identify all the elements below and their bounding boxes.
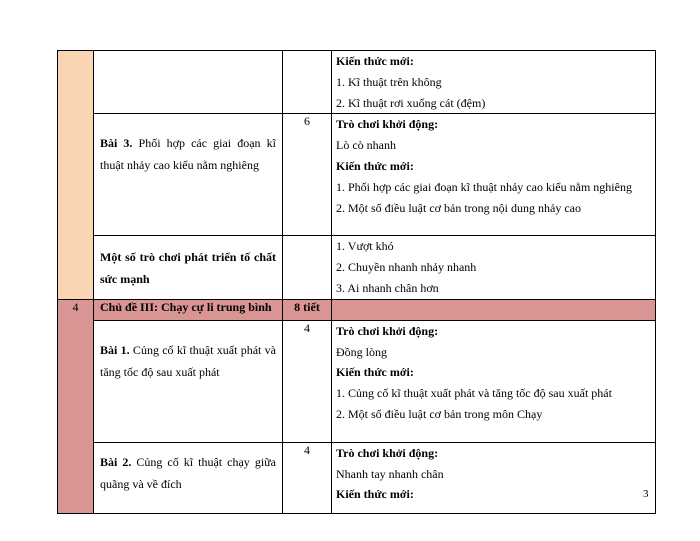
content-heading: Kiến thức mới: bbox=[336, 487, 414, 502]
lesson-cell: Một số trò chơi phát triển tố chất sức mạnh bbox=[94, 236, 283, 299]
lesson-cell bbox=[94, 51, 283, 114]
table-row bbox=[58, 236, 656, 299]
lesson-label: Bài 3. bbox=[100, 136, 133, 151]
table-row bbox=[58, 51, 656, 114]
content-line: Lò cò nhanh bbox=[336, 138, 396, 153]
content-heading: Kiến thức mới: bbox=[336, 158, 414, 173]
topic-row bbox=[58, 299, 656, 320]
table-row bbox=[58, 114, 656, 236]
hours-cell bbox=[283, 236, 332, 299]
hours-cell bbox=[283, 51, 332, 114]
content-cell bbox=[332, 114, 656, 236]
topic-number-cell bbox=[58, 51, 94, 300]
lesson-cell bbox=[94, 320, 283, 442]
lesson-title: Củng cố kĩ thuật xuất phát và tăng tốc độ sau xuất phát bbox=[100, 342, 276, 379]
topic-content-cell bbox=[332, 299, 656, 320]
hours-cell: 4 bbox=[283, 442, 332, 513]
content-heading: Kiến thức mới: bbox=[336, 365, 414, 380]
topic-title: Chủ đề III: Chạy cự li trung bình bbox=[94, 299, 283, 320]
lesson-plan-table bbox=[57, 50, 656, 514]
page-number: 3 bbox=[643, 488, 649, 500]
content-cell bbox=[332, 51, 656, 114]
lesson-label: Bài 2. bbox=[100, 454, 132, 469]
content-cell bbox=[332, 236, 656, 299]
table-row bbox=[58, 320, 656, 442]
content-cell bbox=[332, 442, 656, 513]
table-row bbox=[58, 442, 656, 513]
topic-number-cell: 4 bbox=[58, 299, 94, 513]
content-line: 1. Kĩ thuật trên không bbox=[336, 74, 442, 89]
lesson-title: Củng cố kĩ thuật chạy giữa quãng và về đích bbox=[100, 454, 276, 491]
lesson-cell bbox=[94, 442, 283, 513]
content-heading: Trò chơi khởi động: bbox=[336, 323, 439, 338]
content-heading: Trò chơi khởi động: bbox=[336, 117, 439, 132]
content-line: 2. Một số điều luật cơ bản trong môn Chạy bbox=[336, 406, 543, 421]
lesson-title: Phối hợp các giai đoạn kĩ thuật nhảy cao kiểu nằm nghiêng bbox=[100, 136, 276, 173]
content-line: Đồng lòng bbox=[336, 344, 387, 359]
content-line: 1. Vượt khó bbox=[336, 239, 394, 254]
content-cell bbox=[332, 320, 656, 442]
content-line: 1. Củng cố kĩ thuật xuất phát và tăng tốc độ sau xuất phát bbox=[336, 386, 612, 401]
content-line: 2. Một số điều luật cơ bản trong nội dung nhảy cao bbox=[336, 200, 581, 215]
content-heading: Trò chơi khởi động: bbox=[336, 445, 439, 460]
content-line: 3. Ai nhanh chân hơn bbox=[336, 280, 439, 295]
content-line: 2. Kĩ thuật rơi xuống cát (đệm) bbox=[336, 95, 486, 110]
lesson-label: Bài 1. bbox=[100, 342, 130, 357]
lesson-cell bbox=[94, 114, 283, 236]
content-line: 2. Chuyền nhanh nhảy nhanh bbox=[336, 260, 477, 275]
hours-cell: 4 bbox=[283, 320, 332, 442]
content-line: Nhanh tay nhanh chân bbox=[336, 466, 444, 481]
topic-hours: 8 tiết bbox=[283, 299, 332, 320]
hours-cell: 6 bbox=[283, 114, 332, 236]
content-heading: Kiến thức mới: bbox=[336, 54, 414, 68]
content-line: 1. Phối hợp các giai đoạn kĩ thuật nhảy cao kiểu nằm nghiêng bbox=[336, 179, 632, 194]
